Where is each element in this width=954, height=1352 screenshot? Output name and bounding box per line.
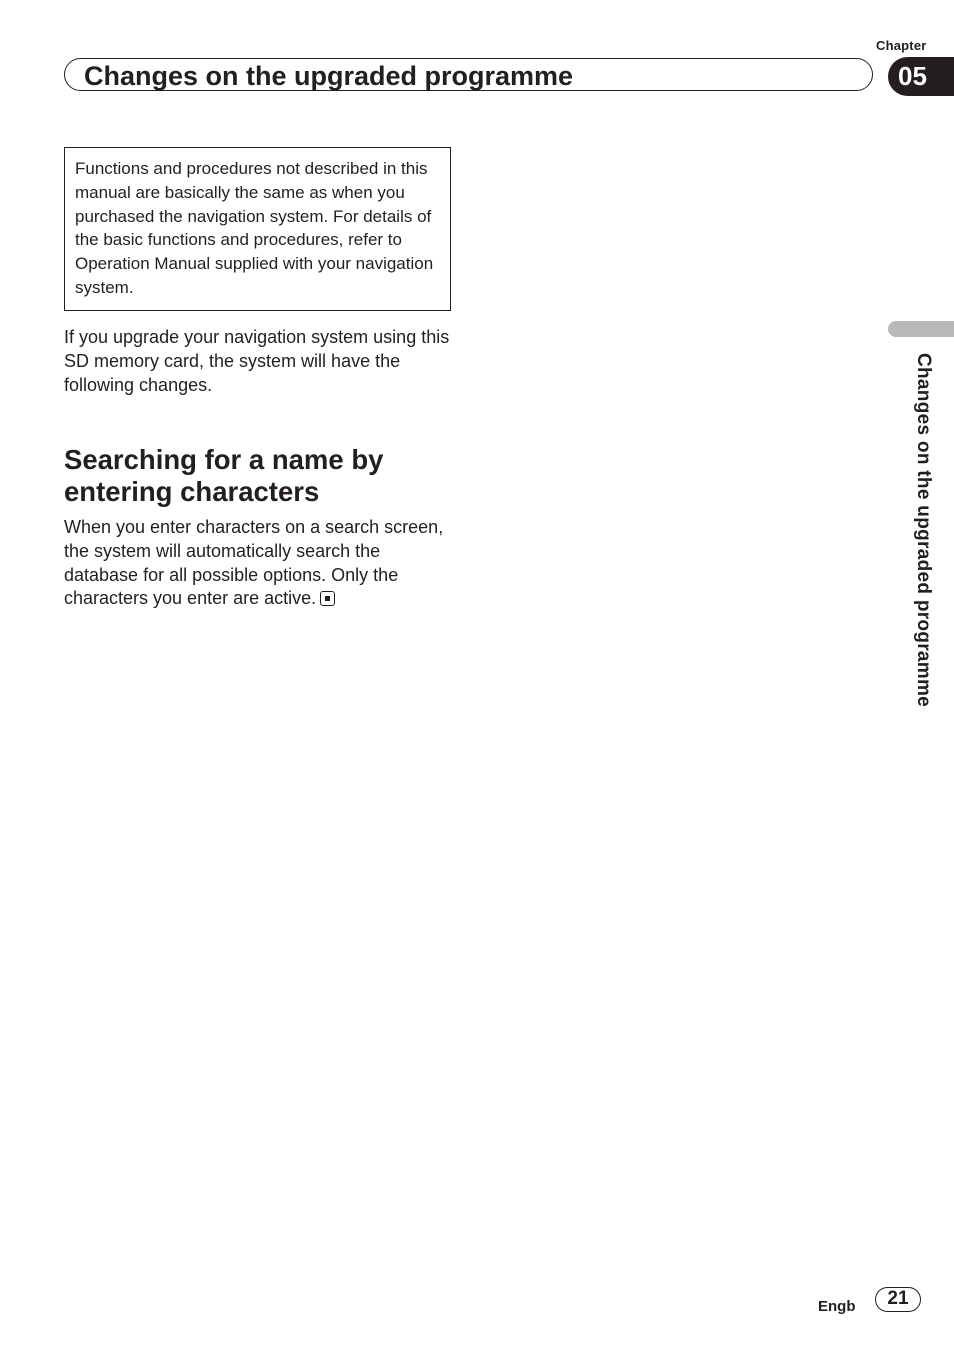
page-number: 21 [875,1287,921,1312]
intro-paragraph [64,326,452,397]
section-body-text: When you enter characters on a search screen, the system will automatically search the database for all possible options. Only the characters you enter are active. [64,517,444,609]
chapter-label: Chapter [876,38,927,53]
intro-text: If you upgrade your navigation system using this SD memory card, the system will have the following changes. [64,327,450,395]
chapter-number: 05 [898,61,927,91]
end-of-section-icon [320,591,335,606]
note-text: Functions and procedures not described in this manual are basically the same as when you purchased the navigation system. For details of the basic functions and procedures, refer to Operation Manual supplied with your navigation system. [75,159,434,297]
note-box [64,147,451,311]
section-body-paragraph [64,516,452,611]
section-heading: Searching for a name by entering characters [64,444,384,507]
chapter-title: Changes on the upgraded programme [84,61,574,91]
side-tab-label: Changes on the upgraded programme [913,353,934,708]
side-tab-marker [888,321,954,337]
language-code: Engb [818,1298,856,1315]
